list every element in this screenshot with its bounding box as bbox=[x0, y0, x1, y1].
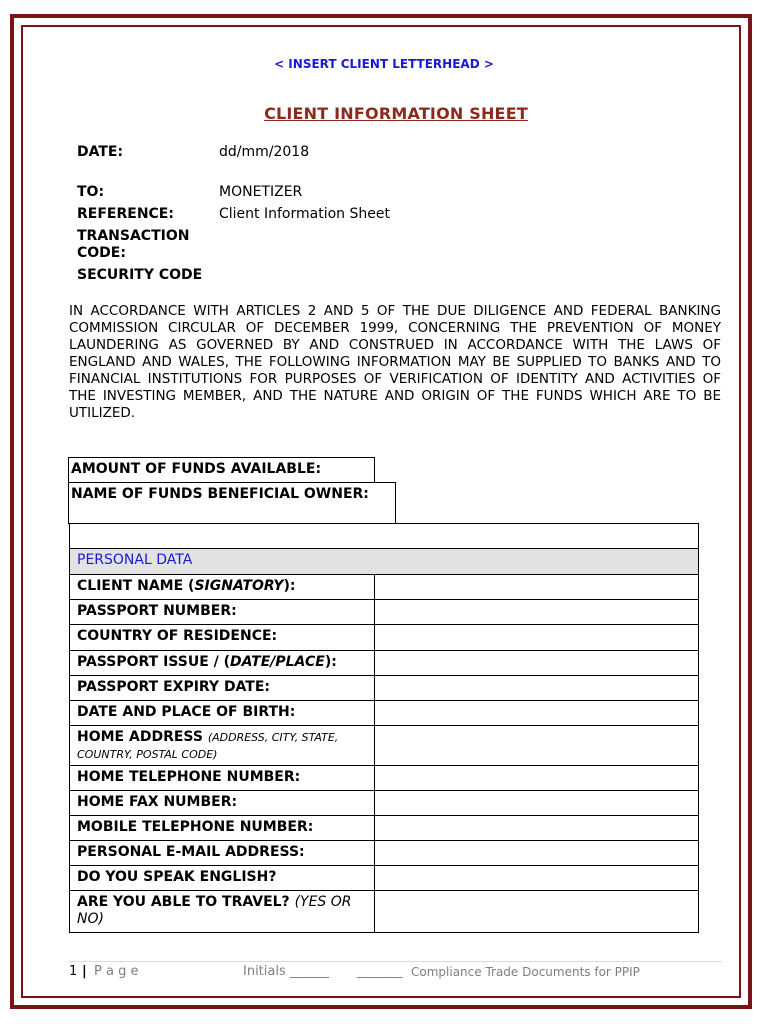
letterhead-placeholder: < INSERT CLIENT LETTERHEAD > bbox=[274, 57, 494, 71]
page-number: 1 bbox=[69, 964, 78, 979]
home-telephone-label: HOME TELEPHONE NUMBER: bbox=[70, 766, 375, 790]
table-row bbox=[70, 866, 698, 891]
security-code-label: SECURITY CODE bbox=[77, 267, 203, 283]
client-name-input[interactable] bbox=[375, 575, 698, 599]
table-row bbox=[70, 651, 698, 676]
home-fax-input[interactable] bbox=[375, 791, 698, 815]
table-row bbox=[70, 726, 698, 766]
table-row bbox=[70, 575, 698, 600]
home-address-input[interactable] bbox=[375, 726, 698, 765]
amount-of-funds-field[interactable] bbox=[68, 457, 375, 483]
table-row bbox=[70, 791, 698, 816]
to-label: TO: bbox=[77, 184, 105, 200]
table-row bbox=[70, 816, 698, 841]
table-row bbox=[70, 625, 698, 651]
table-row bbox=[70, 841, 698, 866]
country-of-residence-label: COUNTRY OF RESIDENCE: bbox=[70, 625, 375, 650]
mobile-telephone-label: MOBILE TELEPHONE NUMBER: bbox=[70, 816, 375, 840]
compliance-blank: _______ bbox=[357, 964, 403, 979]
passport-expiry-input[interactable] bbox=[375, 676, 698, 700]
initials-field: Initials ______ bbox=[243, 964, 329, 979]
passport-number-input[interactable] bbox=[375, 600, 698, 624]
passport-issue-label: PASSPORT ISSUE / (DATE/PLACE): bbox=[70, 651, 375, 675]
page-word: P a g e bbox=[94, 964, 139, 979]
table-row bbox=[70, 600, 698, 625]
personal-data-table bbox=[69, 523, 699, 933]
birth-input[interactable] bbox=[375, 701, 698, 725]
table-row bbox=[70, 701, 698, 726]
legal-paragraph: IN ACCORDANCE WITH ARTICLES 2 AND 5 OF THE DUE DILIGENCE AND FEDERAL BANKING COMMISSION CIRCULAR OF DECEMBER 1999, CONCERNING THE PREVENTION OF MONEY LAUNDERING AS GOVERNED BY AND CONSTRUED IN ACCORDANCE WITH THE LAWS OF ENGLAND AND WALES, THE FOLLOWING INFORMATION MAY BE SUPPLIED TO BANKS AND TO FINANCIAL INSTITUTIONS FOR PURPOSES OF VERIFICATION OF IDENTITY AND ACTIVITIES OF THE INVESTING MEMBER, AND THE NATURE AND ORIGIN OF THE FUNDS WHICH ARE TO BE UTILIZED. bbox=[69, 303, 721, 421]
home-address-label: HOME ADDRESS (ADDRESS, CITY, STATE, COUNTRY, POSTAL CODE) bbox=[70, 726, 375, 765]
table-spacer-row bbox=[70, 524, 698, 549]
beneficial-owner-field[interactable] bbox=[68, 482, 396, 524]
home-fax-label: HOME FAX NUMBER: bbox=[70, 791, 375, 815]
personal-data-section-title: PERSONAL DATA bbox=[70, 549, 698, 574]
table-row bbox=[70, 766, 698, 791]
speak-english-input[interactable] bbox=[375, 866, 698, 890]
compliance-text: Compliance Trade Documents for PPIP bbox=[411, 965, 640, 979]
speak-english-label: DO YOU SPEAK ENGLISH? bbox=[70, 866, 375, 890]
date-label: DATE: bbox=[77, 144, 124, 160]
page-separator: | bbox=[82, 964, 87, 979]
mobile-telephone-input[interactable] bbox=[375, 816, 698, 840]
reference-value: Client Information Sheet bbox=[219, 206, 390, 222]
amount-of-funds-label: AMOUNT OF FUNDS AVAILABLE: bbox=[71, 461, 322, 477]
to-value: MONETIZER bbox=[219, 184, 303, 200]
email-label: PERSONAL E-MAIL ADDRESS: bbox=[70, 841, 375, 865]
reference-label: REFERENCE: bbox=[77, 206, 174, 222]
travel-label: ARE YOU ABLE TO TRAVEL? (YES OR NO) bbox=[70, 891, 375, 932]
home-telephone-input[interactable] bbox=[375, 766, 698, 790]
passport-number-label: PASSPORT NUMBER: bbox=[70, 600, 375, 624]
travel-input[interactable] bbox=[375, 891, 698, 932]
table-row bbox=[70, 676, 698, 701]
transaction-code-label: TRANSACTION CODE: bbox=[77, 228, 190, 261]
footer-divider bbox=[68, 961, 722, 962]
beneficial-owner-label: NAME OF FUNDS BENEFICIAL OWNER: bbox=[71, 486, 369, 502]
client-name-label: CLIENT NAME (SIGNATORY): bbox=[70, 575, 375, 599]
document-title: CLIENT INFORMATION SHEET bbox=[264, 104, 528, 123]
table-row bbox=[70, 891, 698, 932]
personal-data-header-row bbox=[70, 549, 698, 575]
birth-label: DATE AND PLACE OF BIRTH: bbox=[70, 701, 375, 725]
passport-expiry-label: PASSPORT EXPIRY DATE: bbox=[70, 676, 375, 700]
passport-issue-input[interactable] bbox=[375, 651, 698, 675]
country-of-residence-input[interactable] bbox=[375, 625, 698, 650]
email-input[interactable] bbox=[375, 841, 698, 865]
date-value: dd/mm/2018 bbox=[219, 144, 310, 160]
